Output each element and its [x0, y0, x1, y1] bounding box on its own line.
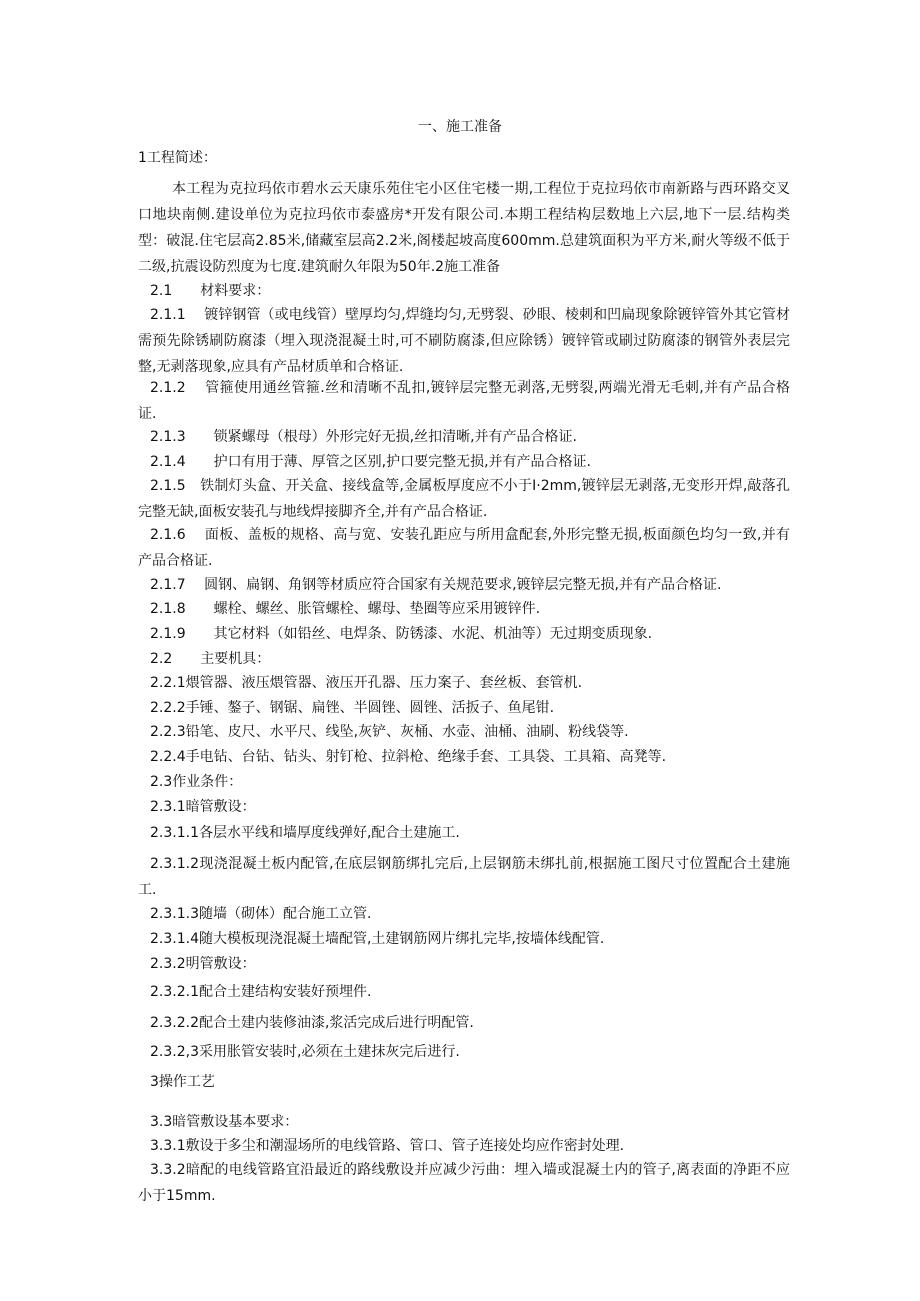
item-2-2-1: 2.2.1煨管器、液压煨管器、液压开孔器、压力案子、套丝板、套管机.	[150, 675, 583, 691]
item-2-3-2-1: 2.3.2.1配合土建结构安装好预埋件.	[150, 984, 372, 1000]
section-heading-overview: 1工程简述：	[138, 150, 217, 166]
item-2-1-8: 2.1.8 螺栓、螺丝、胀管螺栓、螺母、垫圈等应采用镀锌件.	[150, 601, 541, 617]
section-heading-operation: 3操作工艺	[150, 1074, 215, 1090]
item-2-1-9: 2.1.9 其它材料（如铅丝、电焊条、防锈漆、水泥、机油等）无过期变质现象.	[150, 626, 653, 642]
item-2-3-1-3: 2.3.1.3随墙（砌体）配合施工立管.	[150, 906, 372, 922]
item-2-2-2: 2.2.2手锤、鏊子、钢锯、扁锉、半圆锉、圆锉、活扳子、鱼尾钳.	[150, 700, 555, 716]
section-heading-concealed-requirements: 3.3暗管敷设基本要求：	[150, 1114, 299, 1130]
item-2-3-1-4: 2.3.1.4随大模板现浇混凝土墙配管,土建钢筋网片绑扎完毕,按墙体线配管.	[150, 931, 605, 947]
item-2-1-4: 2.1.4 护口有用于薄、厚管之区别,护口要完整无损,并有产品合格证.	[150, 454, 591, 470]
item-2-1-1: 2.1.1 镀锌钢管（或电线管）壁厚均匀,焊缝均匀,无劈裂、砂眼、棱刺和凹扁现象除镀锌管外其它管材需预先除锈刷防腐漆（埋入现浇混凝土时,可不刷防腐漆,但应除锈）镀锌管或刷过防腐漆的钢管外表层完整,无剥落现象,应具有产品材质单和合格证.	[138, 307, 790, 375]
item-2-1-6: 2.1.6 面板、盖板的规格、高与宽、安装孔距应与所用盒配套,外形完整无损,板面颜色均匀一致,并有产品合格证.	[138, 527, 790, 569]
item-2-3-2-3: 2.3.2,3采用胀管安装时,必须在土建抹灰完后进行.	[150, 1044, 460, 1060]
section-heading-tools: 2.2 主要机具：	[150, 651, 271, 667]
document-title: 一、施工准备	[418, 119, 502, 135]
item-2-3-1-2: 2.3.1.2现浇混凝土板内配管,在底层钢筋绑扎完后,上层钢筋未绑扎前,根据施工图尺寸位置配合土建施工.	[138, 856, 790, 898]
item-2-1-5: 2.1.5 铁制灯头盒、开关盒、接线盒等,金属板厚度应不小于I·2mm,镀锌层无剥落,无变形开焊,敲落孔完整无缺,面板安装孔与地线焊接脚齐全,并有产品合格证.	[138, 478, 790, 520]
item-3-3-2: 3.3.2暗配的电线管路宜沿最近的路线敷设并应减少污曲：埋入墙或混凝土内的管子,离表面的净距不应小于15mm.	[138, 1162, 790, 1204]
item-2-3-2-2: 2.3.2.2配合土建内装修油漆,浆活完成后进行明配管.	[150, 1015, 474, 1031]
item-2-1-2: 2.1.2 管箍使用通丝管箍.丝和清晰不乱扣,镀锌层完整无剥落,无劈裂,两端光滑无毛刺,并有产品合格证.	[138, 380, 790, 422]
intro-paragraph: 本工程为克拉玛依市碧水云天康乐苑住宅小区住宅楼一期,工程位于克拉玛依市南新路与西环路交叉口地块南侧.建设单位为克拉玛依市泰盛房*开发有限公司.本期工程结构层数地上六层,地下一层.结构类型：破混.住宅层高2.85米,储藏室层高2.2米,阁楼起坡高度600mm.总建筑面积为平方米,耐火等级不低于二级,抗震设防烈度为七度.建筑耐久年限为50年.2施工准备	[138, 181, 790, 275]
section-heading-concealed-conduit: 2.3.1暗管敷设：	[150, 799, 256, 815]
section-heading-conditions: 2.3作业条件：	[150, 774, 243, 790]
item-2-3-1-1: 2.3.1.1各层水平线和墙厚度线弹好,配合土建施工.	[150, 825, 460, 841]
item-3-3-1: 3.3.1敷设于多尘和潮湿场所的电线管路、管口、管子连接处均应作密封处理.	[150, 1138, 625, 1154]
item-2-1-7: 2.1.7 圆钢、扁钢、角钢等材质应符合国家有关规范要求,镀锌层完整无损,并有产品合格证.	[150, 577, 722, 593]
item-2-2-4: 2.2.4手电钻、台钻、钻头、射钉枪、拉斜枪、绝缘手套、工具袋、工具箱、高凳等.	[150, 749, 667, 765]
section-heading-materials: 2.1 材料要求：	[150, 283, 271, 299]
item-2-1-3: 2.1.3 锁紧螺母（根母）外形完好无损,丝扣清晰,并有产品合格证.	[150, 429, 577, 445]
item-2-2-3: 2.2.3铅笔、皮尺、水平尺、线坠,灰铲、灰桶、水壶、油桶、油刷、粉线袋等.	[150, 724, 629, 740]
section-heading-exposed-conduit: 2.3.2明管敷设：	[150, 956, 256, 972]
